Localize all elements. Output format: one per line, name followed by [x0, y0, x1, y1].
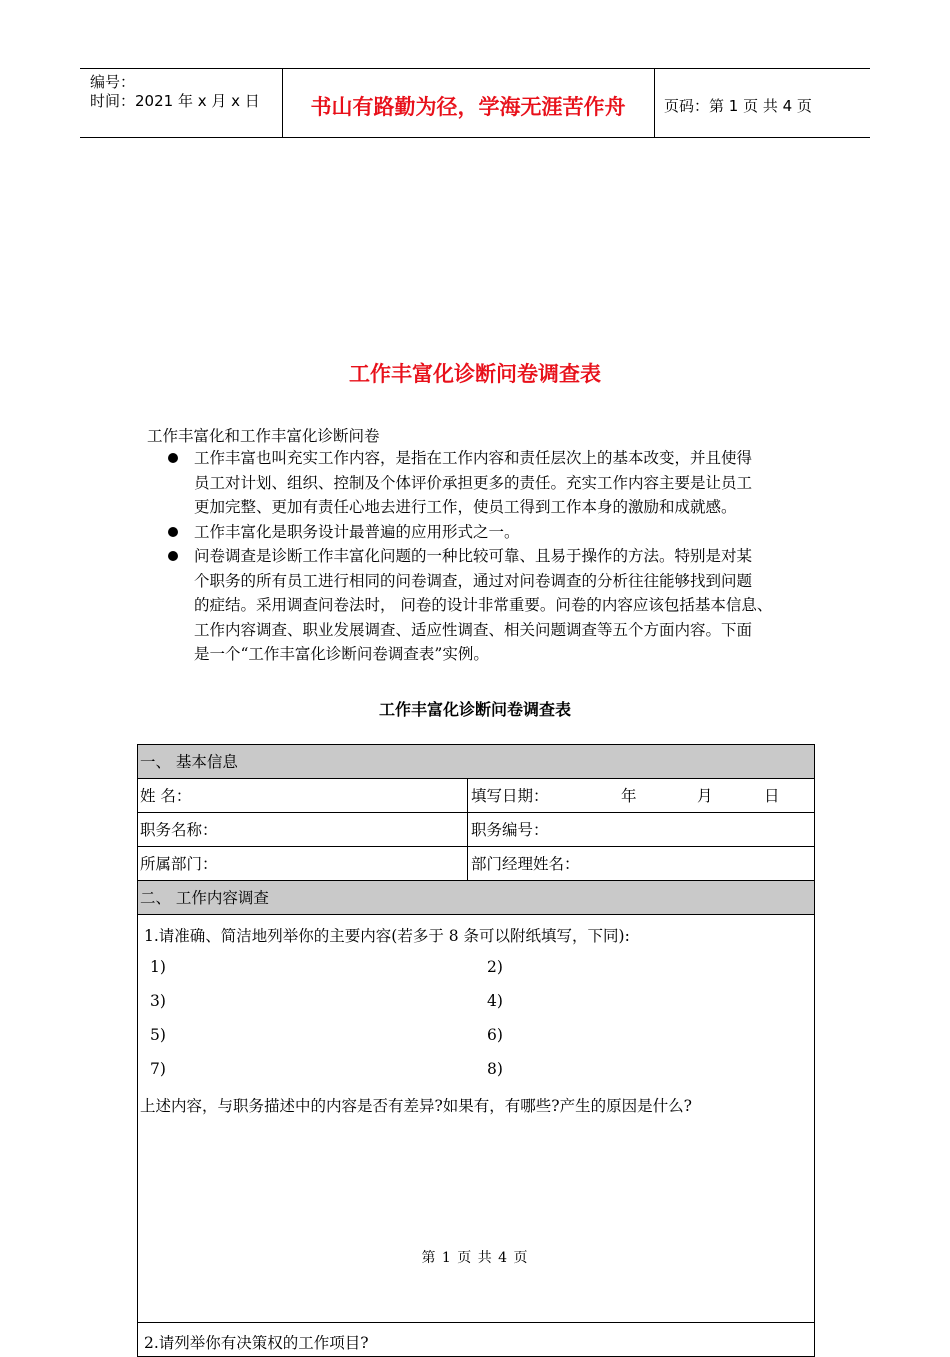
item-number: 6) [487, 1026, 503, 1044]
day-label: 日 [764, 787, 780, 805]
question-1-followup: 上述内容，与职务描述中的内容是否有差异?如果有，有哪些?产生的原因是什么? [140, 1097, 692, 1115]
question-block-decision-items [138, 1323, 814, 1357]
item-number: 5) [150, 1026, 166, 1044]
header-page-cell [654, 69, 870, 137]
item-number: 7) [150, 1060, 166, 1078]
document-header [80, 68, 870, 138]
item-number: 2) [487, 958, 503, 976]
bullet-line: 问卷调查是诊断工作丰富化问题的一种比较可靠、且易于操作的方法。特别是对某 [194, 547, 753, 565]
form-title: 工作丰富化诊断问卷调查表 [378, 700, 571, 719]
section-header-basic-info [138, 745, 814, 779]
section-label: 二、 工作内容调查 [140, 889, 269, 907]
table-row [138, 813, 814, 847]
document-number-label: 编号： [90, 73, 136, 91]
bullet-line: 个职务的所有员工进行相同的问卷调查，通过对问卷调查的分析往往能够找到问题 [194, 571, 753, 590]
job-number-label: 职务编号： [471, 821, 549, 839]
section-header-job-content [138, 881, 814, 915]
cell-divider [467, 813, 468, 846]
bullet-line: 更加完整、更加有责任心地去进行工作，使员工得到工作本身的激励和成就感。 [194, 498, 737, 516]
page-footer: 第 1 页 共 4 页 [421, 1250, 529, 1266]
question-2: 2.请列举你有决策权的工作项目? [144, 1334, 369, 1352]
year-label: 年 [621, 787, 637, 805]
intro-heading: 工作丰富化和工作丰富化诊断问卷 [147, 427, 380, 445]
fill-date-label: 填写日期： [471, 787, 549, 805]
month-label: 月 [697, 787, 713, 805]
list-item [166, 446, 816, 520]
document-time: 时间：2021 年 x 月 x 日 [90, 92, 260, 110]
table-row [138, 847, 814, 881]
bullet-line: 工作丰富也叫充实工作内容，是指在工作内容和责任层次上的基本改变，并且使得 [194, 449, 753, 467]
bullet-line: 的症结。采用调查问卷法时， 问卷的设计非常重要。问卷的内容应该包括基本信息、 [194, 596, 773, 614]
bullet-icon [168, 453, 178, 463]
job-title-label: 职务名称： [140, 821, 218, 839]
question-1: 1.请准确、简洁地列举你的主要内容(若多于 8 条可以附纸填写，下同): [144, 927, 630, 945]
header-motto-cell [282, 69, 655, 137]
list-item [166, 544, 816, 667]
item-number: 3) [150, 992, 166, 1010]
bullet-line: 工作内容调查、职业发展调查、适应性调查、相关问题调查等五个方面内容。下面 [194, 620, 753, 639]
manager-name-label: 部门经理姓名： [471, 855, 580, 873]
header-meta-cell [80, 69, 283, 137]
bullet-line: 是一个“工作丰富化诊断问卷调查表”实例。 [194, 645, 489, 663]
list-item [166, 520, 816, 545]
item-number: 4) [487, 992, 503, 1010]
motto: 书山有路勤为径，学海无涯苦作舟 [310, 95, 626, 119]
page-info: 页码：第 1 页 共 4 页 [664, 97, 812, 115]
bullet-line: 员工对计划、组织、控制及个体评价承担更多的责任。充实工作内容主要是让员工 [194, 473, 753, 492]
department-label: 所属部门： [140, 855, 218, 873]
bullet-icon [168, 527, 178, 537]
name-label: 姓 名： [140, 787, 192, 805]
cell-divider [467, 847, 468, 880]
cell-divider [467, 779, 468, 812]
bullet-list [166, 446, 816, 667]
page-title: 工作丰富化诊断问卷调查表 [349, 362, 601, 386]
item-number: 8) [487, 1060, 503, 1078]
table-row [138, 779, 814, 813]
bullet-line: 工作丰富化是职务设计最普遍的应用形式之一。 [194, 522, 520, 541]
section-label: 一、 基本信息 [140, 753, 238, 771]
item-number: 1) [150, 958, 166, 976]
bullet-icon [168, 551, 178, 561]
